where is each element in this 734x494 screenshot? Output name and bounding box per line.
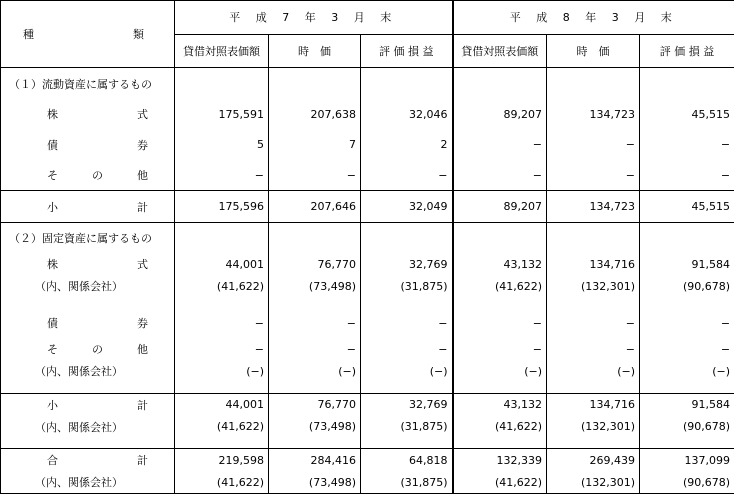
table-row — [1, 160, 734, 191]
period-2-header: 平 成 8 年 3 月 末 — [453, 1, 734, 35]
cell: 45,515 — [640, 99, 734, 129]
cell: − — [453, 308, 547, 338]
cell: 175,596 — [175, 191, 269, 223]
cell: − — [269, 338, 361, 360]
table-row — [1, 254, 734, 276]
row-label: 債 — [47, 138, 58, 152]
cell: 134,716 — [547, 393, 640, 415]
kind-label-1: 種 — [23, 28, 40, 42]
row-label: 株 — [47, 108, 58, 122]
row-label: 他 — [137, 169, 148, 183]
col-market-value-1: 時 価 — [269, 34, 361, 68]
cell: (−) — [361, 360, 453, 382]
fixed-assets-heading: （２）固定資産に属するもの — [1, 222, 175, 253]
row-label: 小 — [47, 398, 58, 412]
cell: − — [269, 308, 361, 338]
col-gain-loss-2: 評 価 損 益 — [640, 34, 734, 68]
cell: (41,622) — [175, 275, 269, 297]
row-label: そ — [47, 343, 58, 357]
cell: (41,622) — [453, 275, 547, 297]
cell: − — [269, 160, 361, 191]
cell: 91,584 — [640, 393, 734, 415]
cell: 76,770 — [269, 254, 361, 276]
row-label: 合 — [47, 454, 58, 468]
row-label: 計 — [137, 200, 148, 214]
table-row — [1, 471, 734, 493]
cell: (−) — [640, 360, 734, 382]
cell: 43,132 — [453, 393, 547, 415]
row-label: そ — [47, 169, 58, 183]
cell: − — [361, 338, 453, 360]
cell: − — [175, 160, 269, 191]
row-label: （内、関係会社） — [1, 275, 175, 297]
cell: 91,584 — [640, 254, 734, 276]
cell: (31,875) — [361, 471, 453, 493]
row-label: 式 — [137, 258, 148, 272]
cell: (−) — [269, 360, 361, 382]
cell: 134,723 — [547, 99, 640, 129]
row-label: 式 — [137, 108, 148, 122]
cell: − — [640, 160, 734, 191]
cell: 45,515 — [640, 191, 734, 223]
cell: 207,638 — [269, 99, 361, 129]
cell: − — [453, 160, 547, 191]
cell: 76,770 — [269, 393, 361, 415]
cell: 207,646 — [269, 191, 361, 223]
cell: (73,498) — [269, 275, 361, 297]
row-label: 債 — [47, 317, 58, 331]
cell: 32,769 — [361, 254, 453, 276]
period-1-header: 平 成 7 年 3 月 末 — [175, 1, 453, 35]
cell: (31,875) — [361, 275, 453, 297]
row-label: （内、関係会社） — [1, 360, 175, 382]
cell: 64,818 — [361, 449, 453, 471]
current-assets-heading: （１）流動資産に属するもの — [1, 68, 175, 99]
cell: 137,099 — [640, 449, 734, 471]
row-label: の — [92, 169, 103, 183]
row-label: 券 — [137, 138, 148, 152]
cell: (132,301) — [547, 471, 640, 493]
kind-label-2: 類 — [133, 28, 150, 42]
row-label: （内、関係会社） — [1, 416, 175, 438]
cell: (−) — [453, 360, 547, 382]
cell: (90,678) — [640, 416, 734, 438]
row-label: 計 — [137, 398, 148, 412]
row-label: 券 — [137, 317, 148, 331]
cell: (73,498) — [269, 416, 361, 438]
cell: − — [547, 338, 640, 360]
cell: (41,622) — [453, 471, 547, 493]
row-label: 計 — [137, 454, 148, 468]
row-label: （内、関係会社） — [1, 471, 175, 493]
cell: − — [640, 129, 734, 159]
cell: (−) — [547, 360, 640, 382]
table-row — [1, 416, 734, 438]
cell: 132,339 — [453, 449, 547, 471]
cell: 7 — [269, 129, 361, 159]
cell: 44,001 — [175, 254, 269, 276]
row-label: 小 — [47, 200, 58, 214]
table-row — [1, 338, 734, 360]
cell: (90,678) — [640, 275, 734, 297]
table-row — [1, 360, 734, 382]
table-row — [1, 393, 734, 415]
cell: (31,875) — [361, 416, 453, 438]
cell: − — [175, 338, 269, 360]
cell: (132,301) — [547, 275, 640, 297]
row-label: 株 — [47, 258, 58, 272]
cell: 269,439 — [547, 449, 640, 471]
cell: (41,622) — [453, 416, 547, 438]
cell: − — [640, 308, 734, 338]
row-label: 他 — [137, 343, 148, 357]
cell: 5 — [175, 129, 269, 159]
cell: − — [547, 129, 640, 159]
cell: − — [640, 338, 734, 360]
cell: − — [361, 160, 453, 191]
cell: − — [547, 160, 640, 191]
kind-header — [1, 1, 175, 68]
cell: (132,301) — [547, 416, 640, 438]
cell: − — [453, 129, 547, 159]
cell: 89,207 — [453, 99, 547, 129]
col-book-value-2: 貸借対照表価額 — [453, 34, 547, 68]
cell: 175,591 — [175, 99, 269, 129]
cell: − — [453, 338, 547, 360]
cell: 32,769 — [361, 393, 453, 415]
cell: − — [175, 308, 269, 338]
cell: 284,416 — [269, 449, 361, 471]
row-label: の — [92, 343, 103, 357]
cell: 134,723 — [547, 191, 640, 223]
cell: − — [361, 308, 453, 338]
cell: (−) — [175, 360, 269, 382]
col-market-value-2: 時 価 — [547, 34, 640, 68]
cell: (73,498) — [269, 471, 361, 493]
cell: − — [547, 308, 640, 338]
cell: 32,046 — [361, 99, 453, 129]
cell: 219,598 — [175, 449, 269, 471]
table-row — [1, 99, 734, 129]
cell: (90,678) — [640, 471, 734, 493]
table-row — [1, 449, 734, 471]
cell: 43,132 — [453, 254, 547, 276]
cell: 44,001 — [175, 393, 269, 415]
col-book-value-1: 貸借対照表価額 — [175, 34, 269, 68]
cell: 134,716 — [547, 254, 640, 276]
cell: (41,622) — [175, 416, 269, 438]
cell: 2 — [361, 129, 453, 159]
table-row — [1, 191, 734, 223]
table-row — [1, 129, 734, 159]
table-row — [1, 275, 734, 297]
table-row — [1, 308, 734, 338]
cell: 89,207 — [453, 191, 547, 223]
cell: 32,049 — [361, 191, 453, 223]
col-gain-loss-1: 評 価 損 益 — [361, 34, 453, 68]
cell: (41,622) — [175, 471, 269, 493]
